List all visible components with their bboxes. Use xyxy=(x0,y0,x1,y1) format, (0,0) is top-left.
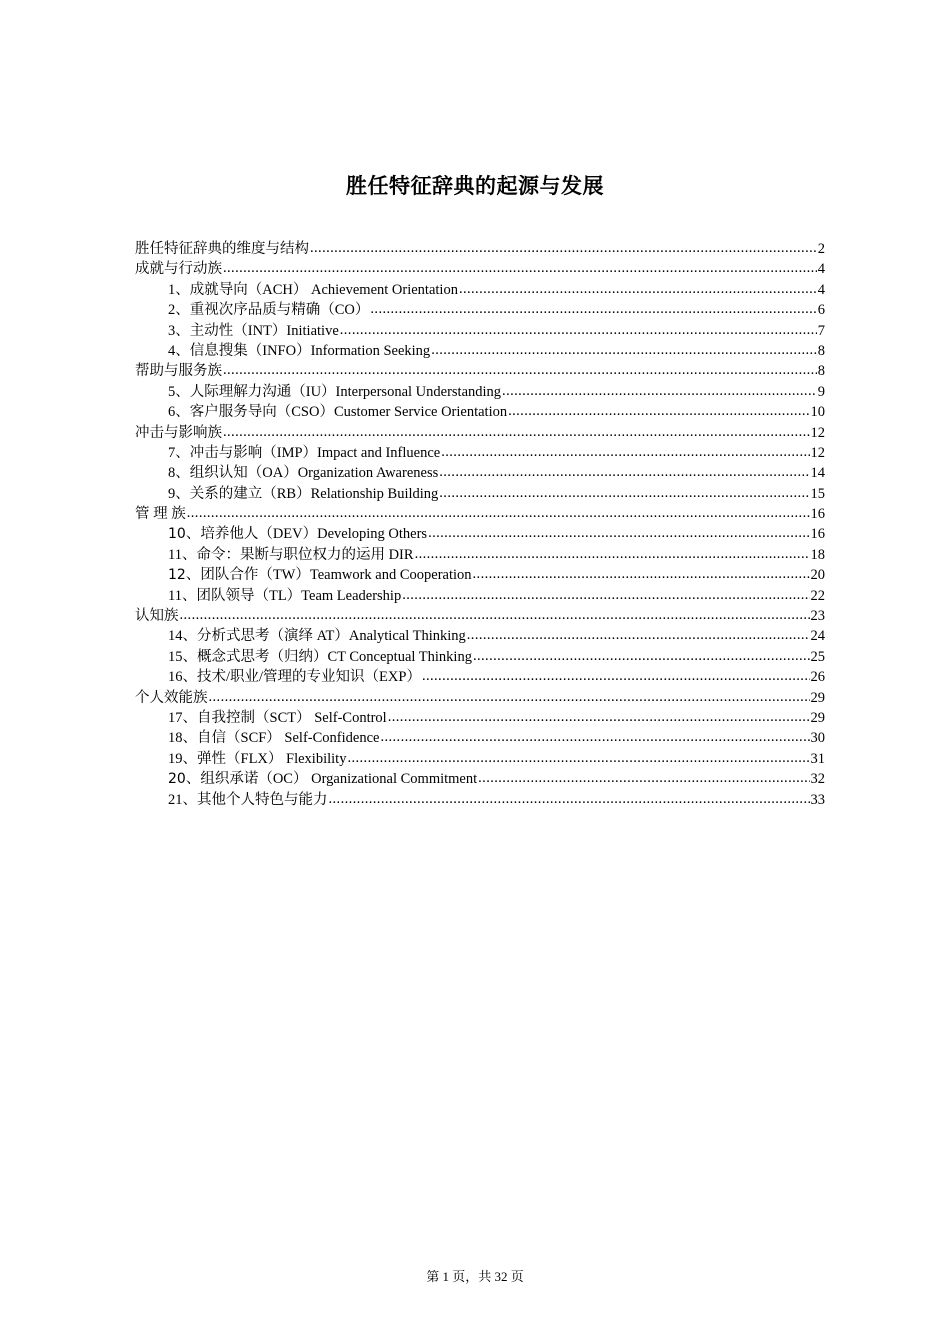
toc-entry-label: 14、分析式思考（演绎 AT）Analytical Thinking xyxy=(168,628,466,645)
toc-entry-label: 、培养他人（DEV）Developing Others xyxy=(185,526,428,543)
toc-entry-title xyxy=(168,280,458,300)
toc-entry-label: 、组织承诺（OC） Organizational Commitment xyxy=(185,771,478,788)
toc-page-number: 4 xyxy=(817,261,825,278)
toc-entry[interactable] xyxy=(135,484,825,504)
toc-entry-title xyxy=(168,565,472,585)
toc-page-number: 8 xyxy=(817,342,825,359)
toc-page-number: 15 xyxy=(810,485,825,502)
toc-page-number: 29 xyxy=(810,689,825,706)
toc-entry-label: 17、自我控制（SCT） Self-Control xyxy=(168,709,387,726)
toc-entry-number: 10 xyxy=(168,526,186,543)
toc-entry[interactable] xyxy=(135,321,825,341)
toc-page-number: 20 xyxy=(810,567,825,584)
toc-entry-title xyxy=(168,749,346,769)
toc-entry-title xyxy=(168,443,440,463)
toc-entry-label: 11、团队领导（TL）Team Leadership xyxy=(168,587,402,604)
toc-entry-title xyxy=(168,708,387,728)
toc-section-entry[interactable] xyxy=(135,259,825,279)
toc-entry[interactable] xyxy=(135,341,825,361)
toc-entry-label: 18、自信（SCF） Self-Confidence xyxy=(168,730,380,747)
toc-entry[interactable] xyxy=(135,300,825,320)
toc-entry-title xyxy=(135,504,186,524)
toc-dot-leader xyxy=(223,422,810,442)
toc-entry-label: 11、命令：果断与职位权力的运用 DIR xyxy=(168,546,414,563)
toc-entry-title xyxy=(168,769,477,789)
toc-entry-number: 12 xyxy=(168,567,186,584)
toc-entry-label: 4、信息搜集（INFO）Information Seeking xyxy=(168,342,431,359)
toc-entry-title xyxy=(168,382,501,402)
toc-page-number: 22 xyxy=(810,587,825,604)
toc-entry[interactable] xyxy=(135,769,825,789)
toc-page-number: 2 xyxy=(817,241,825,257)
toc-entry-title xyxy=(135,606,179,626)
toc-section-entry[interactable] xyxy=(135,361,825,381)
toc-entry-label: 2、重视次序品质与精确（CO） xyxy=(168,302,370,319)
toc-entry-title xyxy=(168,463,438,483)
toc-entry-title xyxy=(168,647,472,667)
toc-dot-leader xyxy=(402,585,809,605)
toc-entry-label: 6、客户服务导向（CSO）Customer Service Orientation xyxy=(168,404,508,421)
toc-page-number: 9 xyxy=(817,383,825,400)
toc-entry-title xyxy=(135,688,208,708)
page-footer: 第 1 页，共 32 页 xyxy=(426,1269,524,1284)
toc-dot-leader xyxy=(388,707,810,727)
toc-entry-label: 成就与行动族 xyxy=(135,261,222,278)
toc-dot-leader xyxy=(428,523,809,543)
toc-entry-label: 认知族 xyxy=(135,608,179,625)
toc-entry-label: 16、技术/职业/管理的专业知识（EXP） xyxy=(168,669,421,686)
toc-dot-leader xyxy=(422,666,810,686)
toc-page-number: 12 xyxy=(810,444,825,461)
toc-entry-title xyxy=(168,586,401,606)
toc-entry-title xyxy=(168,667,421,687)
toc-dot-leader xyxy=(415,544,810,564)
toc-page-number: 14 xyxy=(810,465,825,482)
toc-entry-title xyxy=(168,321,339,341)
toc-dot-leader xyxy=(380,727,809,747)
toc-dot-leader xyxy=(180,605,810,625)
toc-dot-leader xyxy=(431,340,817,360)
toc-entry[interactable] xyxy=(135,667,825,687)
toc-page-number: 16 xyxy=(810,506,825,523)
toc-dot-leader xyxy=(441,442,809,462)
toc-section-entry[interactable] xyxy=(135,606,825,626)
toc-entry[interactable] xyxy=(135,524,825,544)
toc-page-number: 4 xyxy=(817,281,825,298)
toc-section-entry[interactable] xyxy=(135,504,825,524)
toc-page-number: 32 xyxy=(810,771,825,788)
toc-entry-title xyxy=(168,728,379,748)
toc-page-number: 7 xyxy=(817,322,825,339)
document-title: 胜任特征辞典的起源与发展 xyxy=(346,174,604,198)
toc-entry-label: 3、主动性（INT）Initiative xyxy=(168,322,339,339)
toc-entry-label: 胜任特征辞典的维度与结构 xyxy=(135,241,309,257)
toc-entry-label: 15、概念式思考（归纳）CT Conceptual Thinking xyxy=(168,648,472,665)
toc-page-number: 8 xyxy=(817,363,825,380)
toc-entry-label: 9、关系的建立（RB）Relationship Building xyxy=(168,485,439,502)
toc-page-number: 6 xyxy=(817,302,825,319)
toc-section-entry[interactable] xyxy=(135,423,825,443)
toc-page-number: 24 xyxy=(810,628,825,645)
toc-dot-leader xyxy=(467,625,810,645)
toc-entry-label: 19、弹性（FLX） Flexibility xyxy=(168,750,347,767)
toc-page-number: 30 xyxy=(810,730,825,747)
toc-entry[interactable] xyxy=(135,402,825,422)
toc-entry-title xyxy=(135,259,222,279)
toc-entry-title xyxy=(168,484,438,504)
toc-dot-leader xyxy=(473,564,810,584)
toc-entry-title xyxy=(135,239,309,259)
toc-entry-title xyxy=(168,545,414,565)
toc-page-number: 31 xyxy=(810,750,825,767)
toc-entry-title xyxy=(168,524,427,544)
toc-page-number: 33 xyxy=(810,791,825,808)
toc-dot-leader xyxy=(473,646,810,666)
toc-entry-title xyxy=(135,423,222,443)
toc-page-number: 23 xyxy=(810,608,825,625)
toc-dot-leader xyxy=(478,768,809,788)
toc-entry-label: 21、其他个人特色与能力 xyxy=(168,791,328,808)
toc-entry[interactable] xyxy=(135,545,825,565)
toc-entry-label: 帮助与服务族 xyxy=(135,363,222,380)
toc-dot-leader xyxy=(223,258,817,278)
toc-dot-leader xyxy=(340,320,817,340)
toc-entry-title xyxy=(168,790,328,810)
toc-dot-leader xyxy=(439,483,809,503)
toc-page-number: 25 xyxy=(810,648,825,665)
toc-entry-title xyxy=(168,402,507,422)
toc-entry-label: 冲击与影响族 xyxy=(135,424,222,441)
toc-page-number: 16 xyxy=(810,526,825,543)
toc-entry[interactable] xyxy=(135,586,825,606)
toc-page-number: 12 xyxy=(810,424,825,441)
toc-entry[interactable] xyxy=(135,749,825,769)
toc-dot-leader xyxy=(187,503,810,523)
toc-entry[interactable] xyxy=(135,728,825,748)
toc-entry[interactable] xyxy=(135,790,825,810)
table-of-contents xyxy=(135,239,825,810)
toc-entry[interactable] xyxy=(135,565,825,585)
toc-entry[interactable] xyxy=(135,626,825,646)
toc-page-number: 29 xyxy=(810,709,825,726)
toc-dot-leader xyxy=(502,381,817,401)
toc-entry-label: 5、人际理解力沟通（IU）Interpersonal Understanding xyxy=(168,383,502,400)
toc-entry-label: 管 理 族 xyxy=(135,506,186,523)
toc-entry[interactable] xyxy=(135,382,825,402)
toc-dot-leader xyxy=(223,360,817,380)
toc-section-entry[interactable] xyxy=(135,239,825,259)
toc-entry[interactable] xyxy=(135,463,825,483)
toc-page-number: 18 xyxy=(810,546,825,563)
toc-entry-title xyxy=(135,361,222,381)
toc-entry[interactable] xyxy=(135,280,825,300)
toc-entry-title xyxy=(168,626,466,646)
toc-entry-label: 7、冲击与影响（IMP）Impact and Influence xyxy=(168,444,441,461)
toc-dot-leader xyxy=(209,687,810,707)
toc-dot-leader xyxy=(439,462,809,482)
toc-entry-label: 8、组织认知（OA）Organization Awareness xyxy=(168,465,439,482)
toc-entry-title xyxy=(168,341,430,361)
toc-page-number: 26 xyxy=(810,669,825,686)
toc-entry[interactable] xyxy=(135,443,825,463)
toc-dot-leader xyxy=(329,789,810,809)
toc-dot-leader xyxy=(459,279,817,299)
toc-page-number: 10 xyxy=(810,404,825,421)
toc-entry-label: 个人效能族 xyxy=(135,689,208,706)
toc-dot-leader xyxy=(347,748,809,768)
toc-dot-leader xyxy=(370,299,816,319)
toc-dot-leader xyxy=(508,401,809,421)
toc-section-entry[interactable] xyxy=(135,688,825,708)
toc-entry-label: 1、成就导向（ACH） Achievement Orientation xyxy=(168,281,458,298)
toc-entry[interactable] xyxy=(135,647,825,667)
toc-entry-label: 、团队合作（TW）Teamwork and Cooperation xyxy=(185,567,472,584)
toc-entry-number: 20 xyxy=(168,771,186,788)
toc-entry-title xyxy=(168,300,369,320)
toc-dot-leader xyxy=(310,238,817,258)
toc-entry[interactable] xyxy=(135,708,825,728)
